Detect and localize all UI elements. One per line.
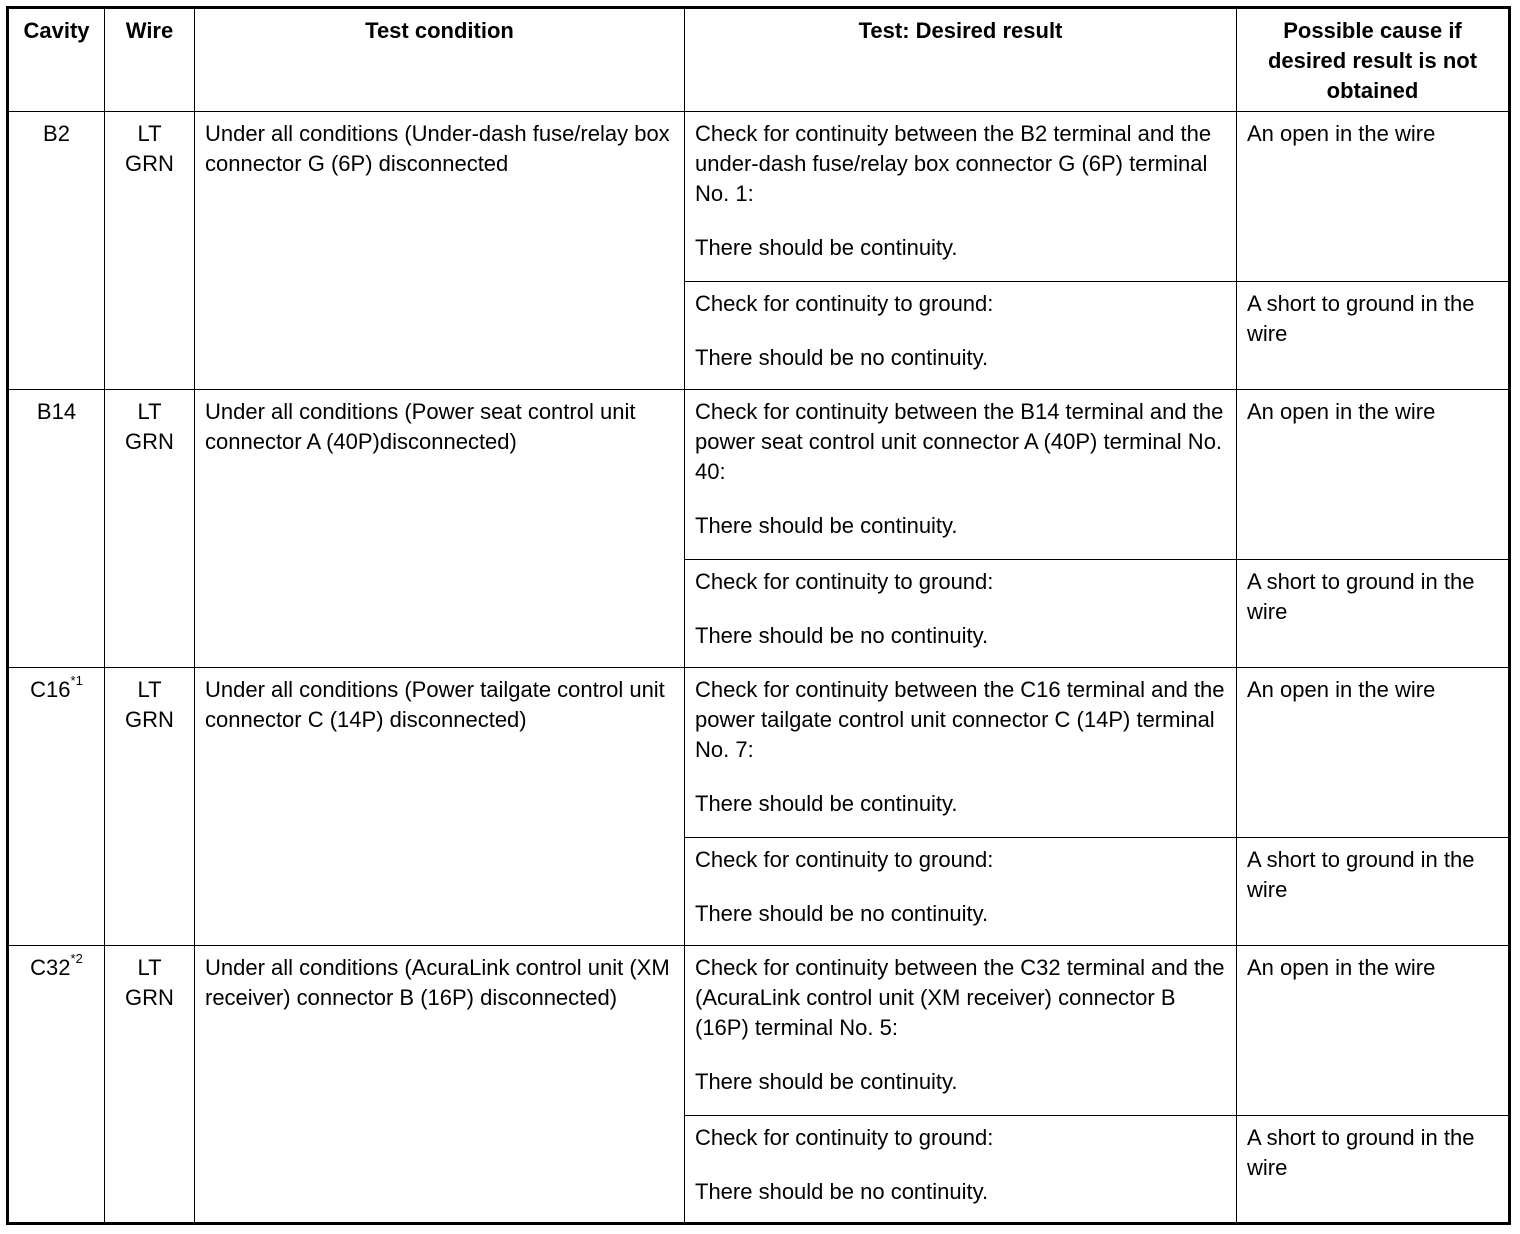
- expected-result: There should be no continuity.: [695, 901, 989, 926]
- cavity-footnote: *1: [70, 672, 83, 688]
- possible-cause-cell: An open in the wire: [1237, 112, 1510, 282]
- wire-color-line2: GRN: [125, 429, 174, 454]
- expected-result: There should be continuity.: [695, 791, 958, 816]
- desired-result-cell: [685, 560, 1237, 668]
- header-test-condition: Test condition: [195, 8, 685, 112]
- cavity-footnote: *2: [70, 950, 83, 966]
- check-instruction: Check for continuity to ground:: [695, 291, 994, 316]
- check-instruction: Check for continuity to ground:: [695, 847, 994, 872]
- header-wire: Wire: [105, 8, 195, 112]
- table-row: [8, 112, 1510, 282]
- check-instruction: Check for continuity between the B14 terminal and the power seat control unit connector A (40P) terminal No. 40:: [695, 399, 1224, 484]
- cavity-cell: [8, 390, 105, 668]
- expected-result: There should be no continuity.: [695, 1179, 989, 1204]
- possible-cause-cell: An open in the wire: [1237, 946, 1510, 1116]
- check-instruction: Check for continuity to ground:: [695, 1125, 994, 1150]
- wire-color-line1: LT: [137, 677, 162, 702]
- possible-cause-cell: A short to ground in the wire: [1237, 1116, 1510, 1224]
- table-row: [8, 668, 1510, 838]
- wire-cell: [105, 668, 195, 946]
- check-instruction: Check for continuity between the C16 terminal and the power tailgate control unit connector C (14P) terminal No. 7:: [695, 677, 1225, 762]
- expected-result: There should be no continuity.: [695, 623, 989, 648]
- wire-color-line1: LT: [137, 955, 162, 980]
- table-row: [8, 946, 1510, 1116]
- desired-result-cell: [685, 668, 1237, 838]
- test-condition-cell: Under all conditions (Power seat control unit connector A (40P)disconnected): [195, 390, 685, 668]
- test-condition-cell: Under all conditions (Power tailgate control unit connector C (14P) disconnected): [195, 668, 685, 946]
- check-instruction: Check for continuity between the B2 terminal and the under-dash fuse/relay box connector G (6P) terminal No. 1:: [695, 121, 1212, 206]
- possible-cause-cell: A short to ground in the wire: [1237, 282, 1510, 390]
- cavity-id: C32: [30, 955, 71, 980]
- table-row: [8, 390, 1510, 560]
- header-row: [8, 8, 1510, 112]
- header-possible-cause: Possible cause if desired result is not obtained: [1237, 8, 1510, 112]
- desired-result-cell: [685, 390, 1237, 560]
- cavity-cell: [8, 946, 105, 1224]
- wire-color-line2: GRN: [125, 707, 174, 732]
- expected-result: There should be continuity.: [695, 235, 958, 260]
- wire-cell: [105, 390, 195, 668]
- wire-color-line1: LT: [137, 399, 162, 424]
- wire-color-line1: LT: [137, 121, 162, 146]
- wire-color-line2: GRN: [125, 985, 174, 1010]
- expected-result: There should be continuity.: [695, 1069, 958, 1094]
- possible-cause-cell: An open in the wire: [1237, 668, 1510, 838]
- desired-result-cell: [685, 282, 1237, 390]
- wire-color-line2: GRN: [125, 151, 174, 176]
- header-desired-result: Test: Desired result: [685, 8, 1237, 112]
- desired-result-cell: [685, 838, 1237, 946]
- cavity-cell: [8, 112, 105, 390]
- expected-result: There should be no continuity.: [695, 345, 989, 370]
- header-cavity: Cavity: [8, 8, 105, 112]
- desired-result-cell: [685, 112, 1237, 282]
- possible-cause-cell: A short to ground in the wire: [1237, 838, 1510, 946]
- cavity-cell: [8, 668, 105, 946]
- possible-cause-cell: A short to ground in the wire: [1237, 560, 1510, 668]
- wire-cell: [105, 946, 195, 1224]
- test-condition-cell: Under all conditions (AcuraLink control unit (XM receiver) connector B (16P) disconnected): [195, 946, 685, 1224]
- cavity-id: B2: [43, 121, 70, 146]
- check-instruction: Check for continuity between the C32 terminal and the (AcuraLink control unit (XM receiver) connector B (16P) terminal No. 5:: [695, 955, 1225, 1040]
- test-condition-cell: Under all conditions (Under-dash fuse/relay box connector G (6P) disconnected: [195, 112, 685, 390]
- expected-result: There should be continuity.: [695, 513, 958, 538]
- cavity-id: B14: [36, 399, 77, 424]
- desired-result-cell: [685, 946, 1237, 1116]
- cavity-id: C16: [30, 677, 71, 702]
- possible-cause-cell: An open in the wire: [1237, 390, 1510, 560]
- continuity-test-table: [6, 6, 1511, 1225]
- desired-result-cell: [685, 1116, 1237, 1224]
- check-instruction: Check for continuity to ground:: [695, 569, 994, 594]
- wire-cell: [105, 112, 195, 390]
